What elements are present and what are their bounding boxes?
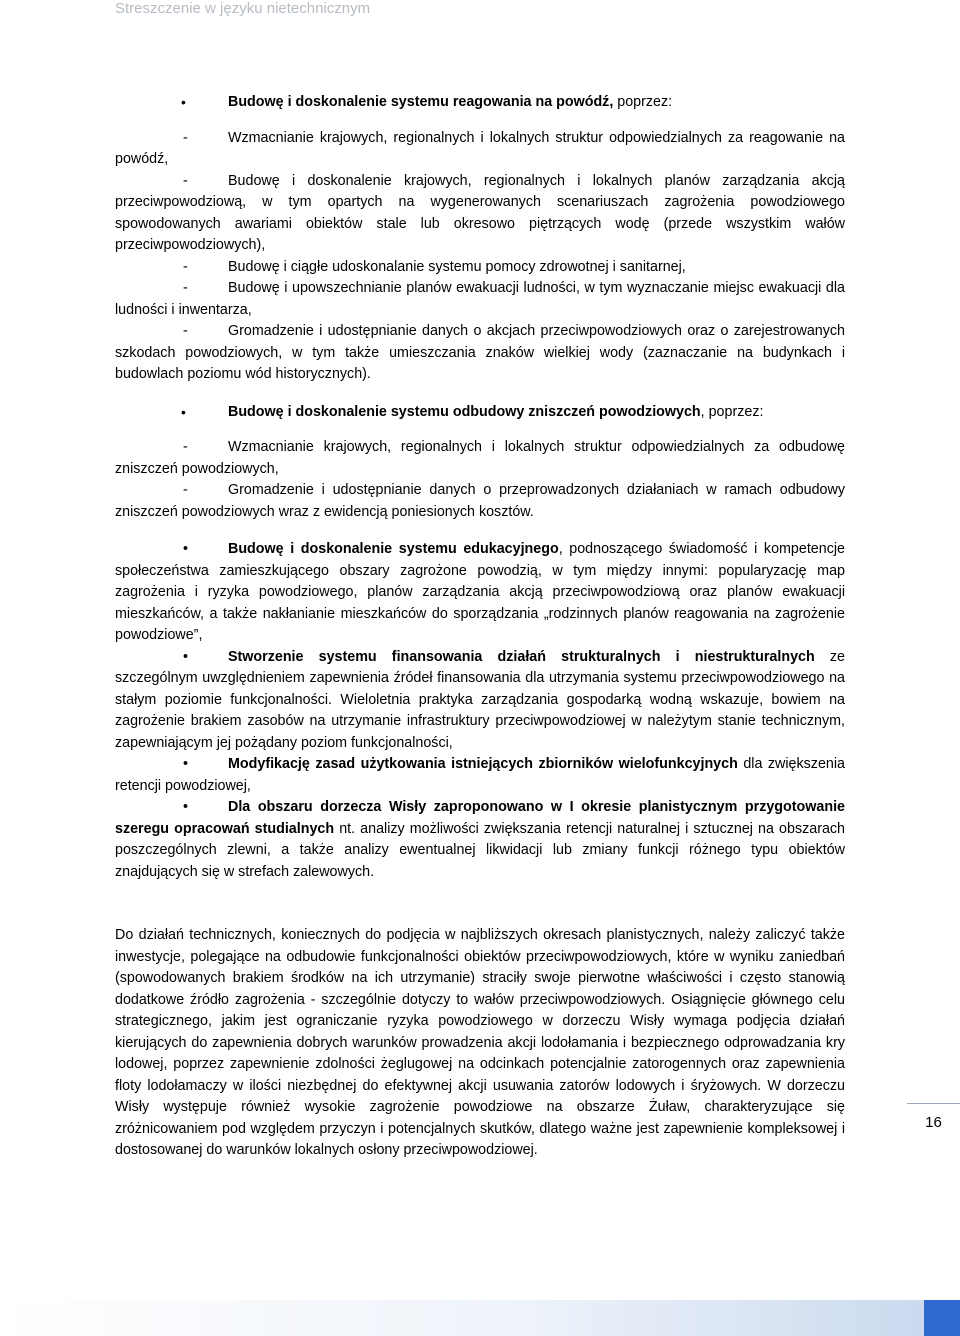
closing-paragraph: Do działań technicznych, koniecznych do podjęcia w najbliższych okresach planistycznych, należy zaliczyć także inwestycje, polegające na odbudowie funkcjonalności obiektów przeciwpowodziowych, które w wyniku zaniedbań (spowodowanych brakiem środków na ich utrzymanie) straciły swoje pierwotne właściwości i często stanowią dodatkowe źródło zagrożenia - szczególnie dotyczy to wałów przeciwpowodziowych. Osiągnięcie głównego celu strategicznego, jakim jest ograniczanie ryzyka powodziowego w dorzeczu Wisły wymaga podjęcia działań kierujących do zapewnienia dobrych warunków prowadzenia akcji lodołamania i bezpiecznego odprowadzania kry lodowej, poprzez zapewnienie zdolności żeglugowej na odcinkach potencjalnie zatorogennych oraz zapewnienia floty lodołamaczy w ilości niezbędnej do efektywnej akcji usuwania zatorów lodowych i śryżowych. W dorzeczu Wisły występuje również wysokie zagrożenie powodziowe na obszarze Żuław, charakteryzujące się zróżnicowaniem pod względem przyczyn i potencjalnych skutków, dlatego ważne jest zapewnienie kompleksowej i dostosowanej do warunków lokalnych osłony przeciwpowodziowej. [115,927,845,1158]
dash-item-text: Budowę i upowszechnianie planów ewakuacji ludności, w tym wyznaczanie miejsc ewakuacji dla ludności i inwentarza, [115,280,845,318]
bullet-item-response-system [115,92,845,114]
bullet-icon: • [183,799,189,815]
bullet-text: dla zwiększenia retencji powodziowej, [115,756,845,794]
page-body [115,92,845,1162]
bullet-bold-text: Dla obszaru dorzecza Wisły zaproponowano w I okresie planistycznym przygotowanie szeregu opracowań studialnych [115,799,845,837]
bullet-text: , poprzez: [700,403,764,420]
bullet-item-reconstruction-system [115,402,845,424]
bullet-bold-text: Budowę i doskonalenie systemu odbudowy zniszczeń powodziowych [228,403,701,420]
dash-item [115,437,845,480]
bullet-bold-text: Modyfikację zasad użytkowania istniejących zbiorników wielofunkcyjnych [228,756,738,772]
bullet-bold-text: Budowę i doskonalenie systemu edukacyjnego [228,541,559,557]
bullet-icon: • [181,94,186,110]
dash-item-text: Budowę i doskonalenie krajowych, regionalnych i lokalnych planów zarządzania akcją przeciwpowodziową, w tym opartych na wygenerowanych scenariuszach zagrożenia powodziowego spowodowanych awariami obiektów stale lub okresowo piętrzących wodę (przede wszystkim wałów przeciwpowodziowych), [115,172,845,253]
bullet-bold-text: Budowę i doskonalenie systemu reagowania na powódź, [228,94,614,110]
running-header: Streszczenie w języku nietechnicznym [115,0,371,17]
dash-marker: - [183,323,188,339]
footer-corner-block [924,1300,960,1336]
dash-item-text: Gromadzenie i udostępnianie danych o przeprowadzonych działaniach w ramach odbudowy zniszczeń powodziowych wraz z ewidencją poniesionych kosztów. [115,482,845,520]
dash-marker: - [183,258,188,275]
dash-item-text: Wzmacnianie krajowych, regionalnych i lokalnych struktur odpowiedzialnych za odbudowę zniszczeń powodziowych, [115,439,845,477]
dash-marker: - [183,172,188,189]
bullet-icon: • [183,541,189,557]
bullet-text: poprzez: [613,94,673,110]
dash-marker: - [183,280,188,296]
bullet-text: nt. analizy możliwości zwiększania retencji naturalnej i sztucznej na obszarach poszczególnych zlewni, a także analizy ewentualnej likwidacji lub zmiany funkcji różnego typu obiektów znajdujących się w strefach zalewowych. [115,820,846,880]
dash-item [115,321,845,386]
bullet-text: ze szczególnym uwzględnieniem zapewnienia źródeł finansowania dla utrzymania systemu przeciwpowodziowego na stałym poziomie funkcjonalności. Wieloletnia praktyka zarządzania gospodarką wodną wskazuje, bowiem na zagrożenie brakiem zasobów na utrzymanie infrastruktury przeciwpowodziowej w należytym stanie technicznym, zapewniającym jej pożądany poziom funkcjonalności, [115,648,845,751]
bullet-item-vistula-studies [115,797,845,883]
bullet-item-education [115,539,845,647]
footer-band [0,1300,960,1336]
dash-marker: - [183,129,188,146]
page-number: 16 [907,1103,960,1131]
dash-marker: - [183,482,188,498]
bullet-item-financing [115,647,845,755]
bullet-item-reservoirs [115,754,845,797]
dash-item [115,128,845,171]
dash-item [115,171,845,257]
dash-item-text: Budowę i ciągłe udoskonalanie systemu pomocy zdrowotnej i sanitarnej, [228,258,686,275]
dash-item-text: Gromadzenie i udostępnianie danych o akcjach przeciwpowodziowych oraz o zarejestrowanych szkodach powodziowych, w tym także umieszczania znaków wielkiej wody (zaznaczanie na budynkach i budowlach poziomu wód historycznych). [115,323,845,382]
bullet-text: , podnoszącego świadomość i kompetencje społeczeństwa zamieszkującego obszary zagrożone powodzią, w tym między innymi: popularyzację map zagrożenia i ryzyka powodziowego, planów zarządzania akcją przeciwpowodziową oraz planów ewakuacji mieszkańców, a także nakłanianie mieszkańców do sporządzania „rodzinnych planów reagowania na zagrożenie powodziowe”, [115,541,845,643]
dash-item [115,278,845,321]
dash-item [115,257,845,279]
bullet-icon: • [183,756,189,772]
bullet-icon: • [183,648,189,665]
dash-item [115,480,845,523]
dash-marker: - [183,439,188,455]
bullet-icon: • [181,403,186,420]
dash-item-text: Wzmacnianie krajowych, regionalnych i lokalnych struktur odpowiedzialnych za reagowanie na powódź, [115,129,845,167]
bullet-bold-text: Stworzenie systemu finansowania działań strukturalnych i niestrukturalnych [228,648,815,665]
